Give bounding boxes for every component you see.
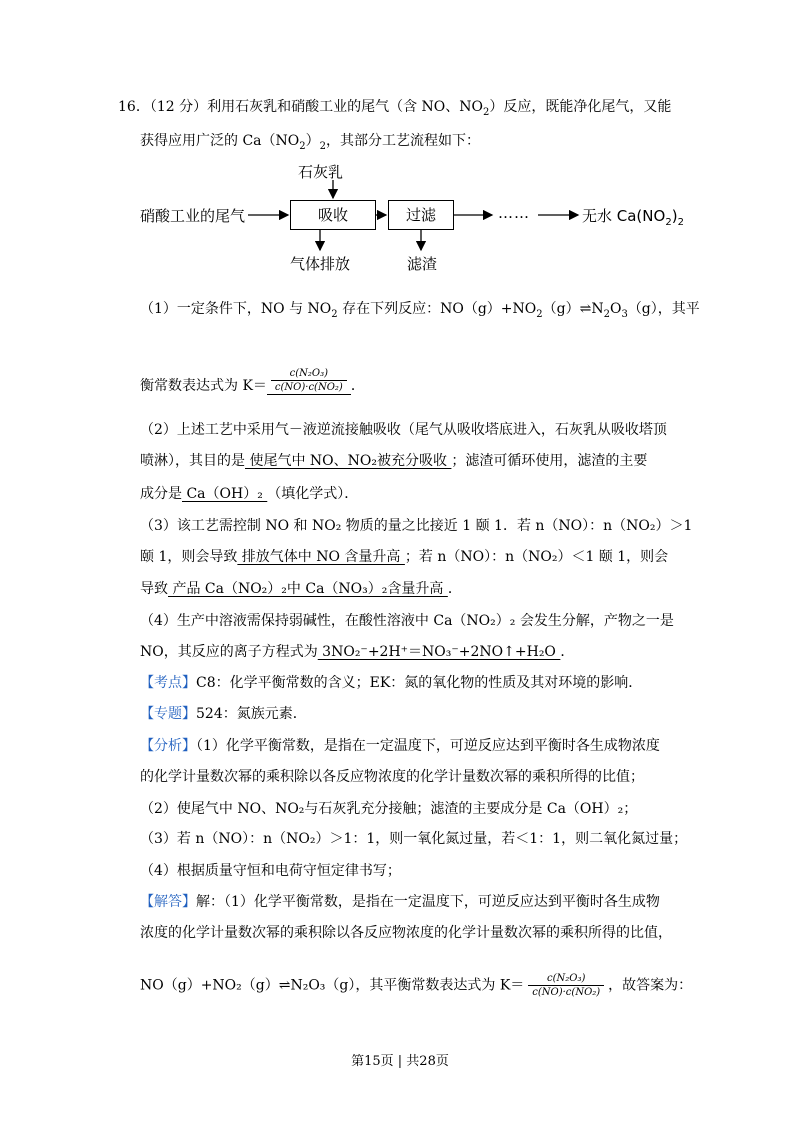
part3-line-2: 颐 1，则会导致 排放气体中 NO 含量升高 ；若 n（NO）：n（NO₂）＜1 颐 1，则会 <box>140 549 669 565</box>
part2-answer-2: Ca（OH）₂ <box>182 486 268 502</box>
fenxi-line-1: 【分析】（1）化学平衡常数，是指在一定温度下，可逆反应达到平衡时各生成物浓度 <box>140 738 660 754</box>
part2-line-1: （2）上述工艺中采用气－液逆流接触吸收（尾气从吸收塔底进入，石灰乳从吸收塔顶 <box>140 422 667 438</box>
flow-lime-milk-label: 石灰乳 <box>298 163 344 181</box>
flow-input-label: 硝酸工业的尾气 <box>140 207 246 225</box>
flow-residue-label: 滤渣 <box>407 255 438 273</box>
fenxi-line-5: （4）根据质量守恒和电荷守恒定律书写； <box>140 863 401 879</box>
fenxi-line-2: 的化学计量数次幂的乘积除以各反应物浓度的化学计量数次幂的乘积所得的比值； <box>140 769 644 785</box>
fenxi-line-4: （3）若 n（NO）：n（NO₂）＞1：1，则一氧化氮过量，若＜1：1，则二氧化氮过量； <box>140 831 688 847</box>
question-line-2: 获得应用广泛的 $Ca(NO_2)_2$，其部分工艺流程如下： <box>140 133 480 152</box>
fenxi-line-3: （2）使尾气中 NO、NO₂与石灰乳充分接触；滤渣的主要成分是 Ca（OH）₂； <box>140 801 638 817</box>
part1-line-1: （1）一定条件下，NO 与 $NO_2$ 存在下列反应：$NO(g)+NO_2(g)\rightleftharpoons N_2O_3(g)$，其平 <box>140 301 700 320</box>
equilibrium-constant-fraction: $\frac{\text{c(N₂O₃)}}{\text{c(NO)·c(NO₂)}}$ <box>271 367 347 394</box>
part2-line-3: 成分是 Ca（OH）₂ （填化学式）． <box>140 486 359 502</box>
part1-line-2: 衡常数表达式为 K＝ $\frac{\text{c(N₂O₃)}}{\text{c(NO)·c(NO₂)}}$ ． <box>140 368 365 394</box>
flow-box-absorb: 吸收 <box>290 200 376 230</box>
question-line-1: 16．（12 分）利用石灰乳和硝酸工业的尾气（含 NO、$NO_2$）反应，既能净化尾气，又能 <box>118 99 672 118</box>
part3-line-1: （3）该工艺需控制 NO 和 NO₂ 物质的量之比接近 1 颐 1．若 n（NO）：n（NO₂）＞1 <box>140 518 693 534</box>
flow-gas-exhaust-label: 气体排放 <box>290 255 351 273</box>
jieda-tag: 【解答】 <box>140 894 196 910</box>
jieda-equilibrium-fraction: $\frac{\text{c(N₂O₃)}}{\text{c(NO)·c(NO₂)}}$ <box>528 972 604 999</box>
part4-answer: 3NO₂⁻+2H⁺＝NO₃⁻+2NO↑+H₂O <box>317 644 561 660</box>
part1-answer-blank <box>267 367 351 395</box>
part4-line-2: NO，其反应的离子方程式为 3NO₂⁻+2H⁺＝NO₃⁻+2NO↑+H₂O ． <box>140 644 575 660</box>
jieda-line-1: 【解答】解：（1）化学平衡常数，是指在一定温度下，可逆反应达到平衡时各生成物 <box>140 894 660 910</box>
jieda-line-2: 浓度的化学计量数次幂的乘积除以各反应物浓度的化学计量数次幂的乘积所得的比值， <box>140 925 672 941</box>
zhuanti-tag: 【专题】 <box>140 706 196 722</box>
part4-line-1: （4）生产中溶液需保持弱碱性，在酸性溶液中 Ca（NO₂）₂ 会发生分解，产物之一是 <box>140 613 674 629</box>
kaodian-tag: 【考点】 <box>140 675 196 691</box>
zhuanti-line: 【专题】524：氮族元素． <box>140 706 307 722</box>
flow-output-label: 无水 $Ca(NO_2)_2$ <box>582 207 684 228</box>
jieda-line-3: NO（g）+NO₂（g）⇌N₂O₃（g），其平衡常数表达式为 K＝ $\frac{\text{c(N₂O₃)}}{\text{c(NO)·c(NO₂)}}$ ，故答案为： <box>140 973 693 998</box>
part3-answer-1: 排放气体中 NO 含量升高 <box>237 549 405 565</box>
fenxi-tag: 【分析】 <box>140 738 196 754</box>
page-footer: 第15页 | 共28页 <box>351 1054 449 1069</box>
part3-answer-2: 产品 Ca（NO₂）₂中 Ca（NO₃）₂含量升高 <box>168 581 448 597</box>
kaodian-line: 【考点】C8：化学平衡常数的含义；EK：氮的氧化物的性质及其对环境的影响． <box>140 675 643 691</box>
part2-line-2: 喷淋），其目的是 使尾气中 NO、NO₂被充分吸收 ；滤渣可循环使用，滤渣的主要 <box>140 453 648 469</box>
flow-box-filter: 过滤 <box>388 200 454 230</box>
flow-arrows <box>0 0 800 300</box>
part3-line-3: 导致 产品 Ca（NO₂）₂中 Ca（NO₃）₂含量升高 ． <box>140 581 462 597</box>
part2-answer-1: 使尾气中 NO、NO₂被充分吸收 <box>245 453 452 469</box>
flow-dots: …… <box>498 204 530 222</box>
